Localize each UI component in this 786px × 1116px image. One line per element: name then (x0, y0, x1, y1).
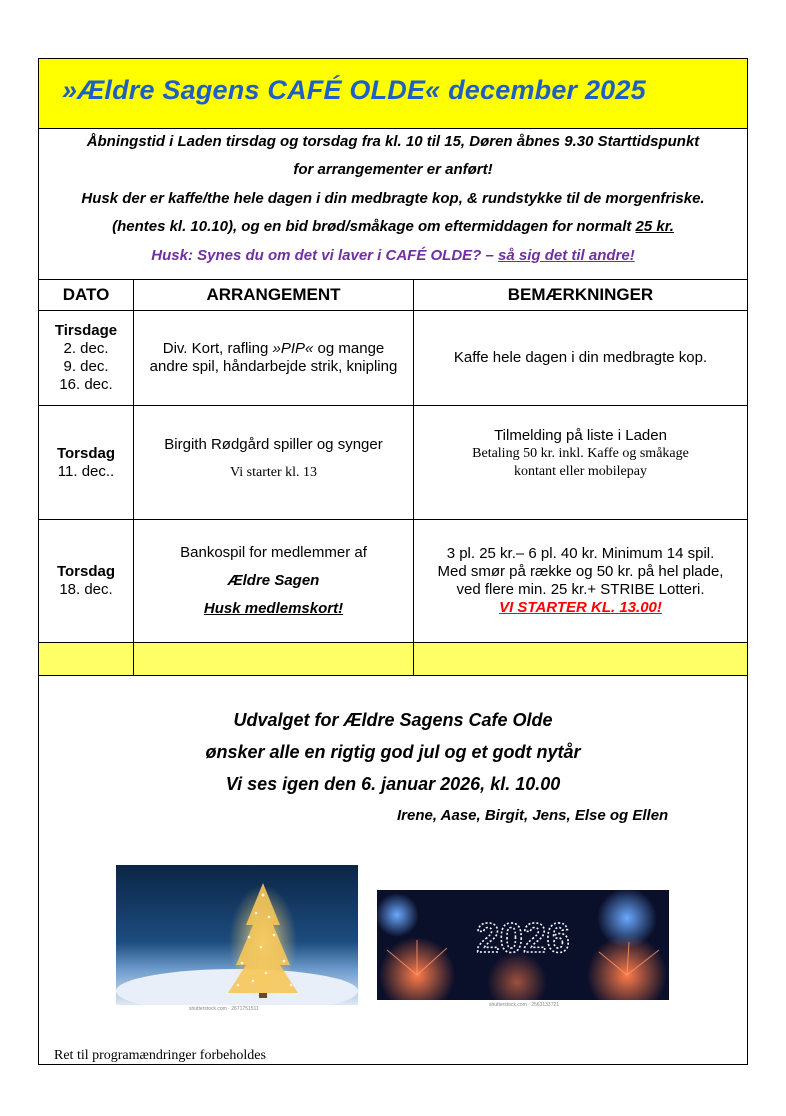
empty-row-cell-3 (413, 642, 748, 676)
row2-event-cell (133, 405, 414, 520)
row2-note-payment: Betaling 50 kr. inkl. Kaffe og småkage (472, 446, 689, 461)
row1-date-cell (38, 310, 134, 406)
row1-date-2: 9. dec. (63, 358, 109, 375)
row3-note-prices: 3 pl. 25 kr.– 6 pl. 40 kr. Minimum 14 spil. (446, 545, 715, 562)
program-change-note: Ret til programændringer forbeholdes (54, 1048, 266, 1063)
col-header-event: ARRANGEMENT (133, 279, 414, 311)
row1-date-1: 2. dec. (63, 340, 109, 357)
row1-notes-cell (413, 310, 748, 406)
committee-names: Irene, Aase, Birgit, Jens, Else og Ellen (397, 807, 669, 824)
row2-note-signup: Tilmelding på liste i Laden (494, 427, 667, 444)
title-band (38, 58, 748, 129)
intro-section (38, 128, 748, 280)
row3-event-bingo: Bankospil for medlemmer af (180, 544, 367, 561)
row2-date-cell (38, 405, 134, 520)
row1-event-more: og mange (313, 340, 385, 357)
closing-greeting: ønsker alle en rigtig god jul og et godt nytår (205, 742, 581, 762)
intro-share-text: Husk: Synes du om det vi laver i CAFÉ OLDE? – (151, 247, 499, 264)
row1-event-line1 (163, 340, 385, 358)
page-title: »Ældre Sagens CAFÉ OLDE« december 2025 (62, 75, 646, 105)
row3-event-card: Husk medlemskort! (203, 600, 344, 617)
row3-note-butter: Med smør på række og 50 kr. på hel plade, (437, 563, 724, 580)
row2-notes-cell (413, 405, 748, 520)
intro-pickup-text: (hentes kl. 10.10), og en bid brød/småkage om eftermiddagen for normalt (112, 218, 636, 235)
intro-pickup (39, 218, 747, 235)
row3-note-start: VI STARTER KL. 13.00! (499, 599, 662, 616)
intro-price: 25 kr. (635, 218, 674, 235)
closing-committee: Udvalget for Ældre Sagens Cafe Olde (233, 710, 553, 730)
row3-day: Torsdag (56, 563, 116, 580)
row3-notes-cell (413, 519, 748, 643)
row3-event-org: Ældre Sagen (227, 572, 320, 589)
row2-date: 11. dec.. (57, 462, 115, 480)
intro-share (39, 247, 747, 264)
tree-image-credit: shutterstock.com · 2671751511 (189, 1006, 259, 1012)
row1-note: Kaffe hele dagen i din medbragte kop. (453, 349, 708, 366)
empty-row-cell-2 (133, 642, 414, 676)
col-header-notes: BEMÆRKNINGER (413, 279, 748, 311)
row3-event-cell (133, 519, 414, 643)
intro-share-link: så sig det til andre! (498, 247, 635, 264)
row1-event-text: Div. Kort, rafling (162, 340, 273, 357)
new-year-fireworks-image (377, 890, 669, 1000)
intro-start-times: for arrangementer er anført! (293, 161, 493, 178)
intro-opening-hours: Åbningstid i Laden tirsdag og torsdag fra kl. 10 til 15, Døren åbnes 9.30 Starttidspunkt (86, 133, 700, 150)
christmas-tree-image (116, 865, 358, 1005)
row2-day: Torsdag (56, 444, 116, 462)
fireworks-year-text: 2026 (476, 914, 570, 961)
row1-day: Tirsdage (54, 322, 118, 339)
row2-event-start: Vi starter kl. 13 (229, 465, 318, 480)
row2-event: Birgith Rødgård spiller og synger (164, 436, 383, 453)
row1-event-cell (133, 310, 414, 406)
row3-note-lottery: ved flere min. 25 kr.+ STRIBE Lotteri. (456, 581, 705, 598)
row3-date-cell (38, 519, 134, 643)
row1-date-3: 16. dec. (59, 376, 113, 393)
row1-event-line2: andre spil, håndarbejde strik, knipling (149, 358, 398, 375)
row1-event-pip: »PIP« (272, 340, 314, 357)
fireworks-image-credit: shutterstock.com · 2563133721 (489, 1002, 560, 1008)
empty-row-cell-1 (38, 642, 134, 676)
row2-note-method: kontant eller mobilepay (514, 464, 647, 479)
closing-section (38, 675, 748, 1065)
intro-coffee: Husk der er kaffe/the hele dagen i din medbragte kop, & rundstykke til de morgenfriske. (81, 190, 705, 207)
closing-next-date: Vi ses igen den 6. januar 2026, kl. 10.00 (225, 774, 561, 794)
row3-date: 18. dec. (59, 581, 113, 598)
col-header-date: DATO (38, 279, 134, 311)
